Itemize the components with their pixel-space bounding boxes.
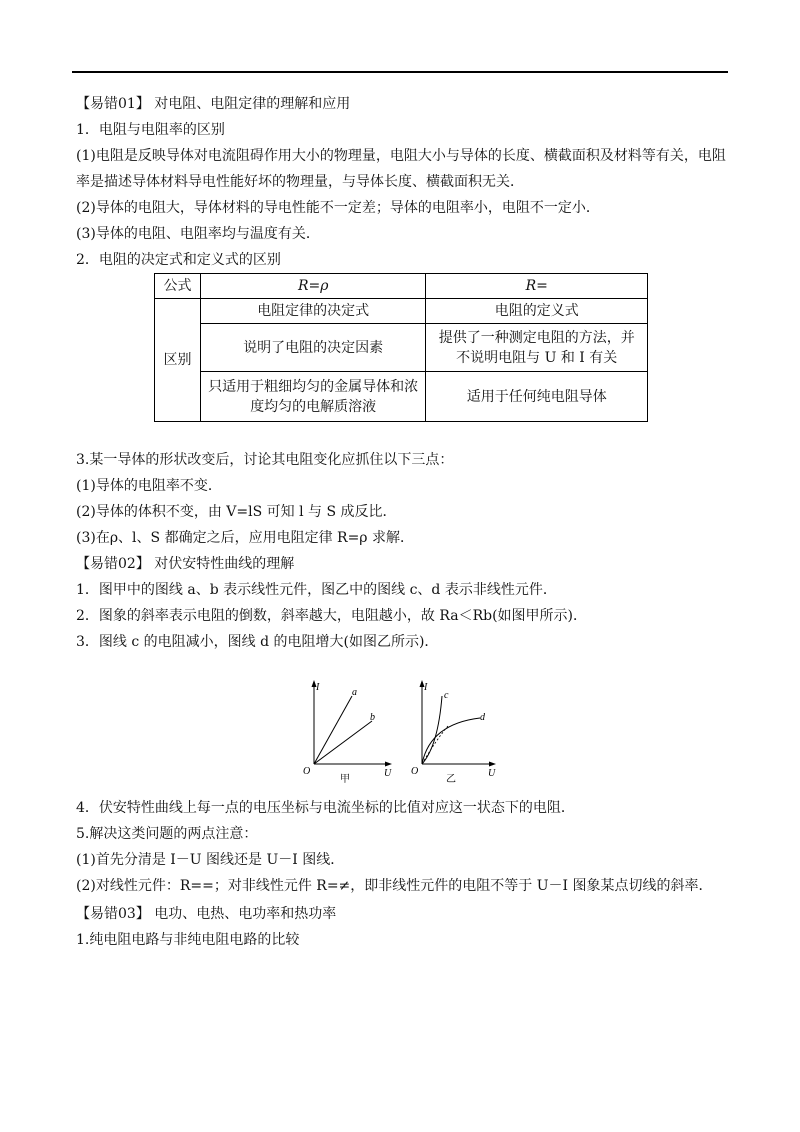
origin-label: O (303, 766, 311, 777)
section2-paragraph1: 1．图甲中的图线 a、b 表示线性元件，图乙中的图线 c、d 表示非线性元件． (76, 582, 557, 598)
iv-graph-yi (408, 676, 508, 786)
iv-graph-jia (300, 676, 400, 786)
item3-title: 3.某一导体的形状改变后，讨论其电阻变化应抓住以下三点： (76, 452, 454, 468)
section2-header: 【易错02】 对伏安特性曲线的理解 (76, 556, 295, 572)
table-cell: 适用于任何纯电阻导体 (426, 372, 648, 422)
table-cell: 电阻定律的决定式 (200, 299, 426, 324)
line-a (314, 696, 352, 764)
table-header-label: 公式 (155, 274, 201, 299)
section2-paragraph3: 3．图线 c 的电阻减小，图线 d 的电阻增大(如图乙所示)． (76, 634, 439, 650)
graph-caption: 甲 (340, 774, 350, 785)
x-axis-arrow-icon (489, 762, 496, 767)
x-axis-label: U (384, 768, 392, 779)
item1-title: 1．电阻与电阻率的区别 (76, 122, 225, 138)
section3-paragraph1: 1.纯电阻电路与非纯电阻电路的比较 (76, 932, 300, 948)
item1-paragraph1-line2: 率是描述导体材料导电性能好坏的物理量，与导体长度、横截面积无关． (76, 174, 524, 190)
section3-header: 【易错03】 电功、电热、电功率和热功率 (76, 906, 337, 922)
table-cell: 只适用于粗细均匀的金属导体和浓 度均匀的电解质溶液 (200, 372, 426, 422)
curve-c-label: c (444, 690, 449, 701)
y-axis-label: I (316, 682, 320, 693)
curve-d-label: d (480, 712, 485, 723)
item1-paragraph2: (2)导体的电阻大，导体材料的导电性能不一定差；导体的电阻率小，电阻不一定小． (76, 200, 600, 216)
x-axis-arrow-icon (385, 762, 392, 767)
top-rule (72, 71, 728, 73)
graph-caption: 乙 (446, 774, 456, 785)
line-a-label: a (352, 687, 357, 698)
line-b-label: b (370, 712, 375, 723)
item3-paragraph2: (2)导体的体积不变，由 V=lS 可知 l 与 S 成反比． (76, 504, 397, 520)
table-header-formula-1: R=ρ (200, 274, 426, 299)
origin-label: O (411, 766, 419, 777)
section2-paragraph5-item2: (2)对线性元件：R==；对非线性元件 R=≠，即非线性元件的电阻不等于 U－I 图象某点切线的斜率． (76, 878, 713, 894)
table-row-label: 区别 (155, 299, 201, 422)
item3-paragraph1: (1)导体的电阻率不变． (76, 478, 222, 494)
item3-paragraph3: (3)在ρ、l、S 都确定之后，应用电阻定律 R=ρ 求解． (76, 530, 414, 546)
section2-paragraph4: 4．伏安特性曲线上每一点的电压坐标与电流坐标的比值对应这一状态下的电阻． (76, 800, 575, 816)
y-axis-label: I (424, 682, 428, 693)
x-axis-label: U (488, 768, 496, 779)
item1-paragraph1-line1: (1)电阻是反映导体对电流阻碍作用大小的物理量，电阻大小与导体的长度、横截面积及材料等有关，电阻 (76, 148, 726, 164)
section2-paragraph5-item1: (1)首先分清是 I－U 图线还是 U－I 图线． (76, 852, 345, 868)
table-cell: 电阻的定义式 (426, 299, 648, 324)
table-header-formula-2: R= (426, 274, 648, 299)
curve-d (422, 718, 480, 764)
section2-paragraph2: 2．图象的斜率表示电阻的倒数，斜率越大，电阻越小，故 Ra＜Rb(如图甲所示)． (76, 608, 587, 624)
section2-paragraph5-title: 5.解决这类问题的两点注意： (76, 826, 258, 842)
resistance-comparison-table (154, 273, 648, 422)
section1-header: 【易错01】 对电阻、电阻定律的理解和应用 (76, 96, 351, 112)
table-cell: 说明了电阻的决定因素 (200, 324, 426, 372)
line-b (314, 721, 372, 764)
item1-paragraph3: (3)导体的电阻、电阻率均与温度有关． (76, 226, 320, 242)
item2-title: 2．电阻的决定式和定义式的区别 (76, 252, 281, 268)
table-cell: 提供了一种测定电阻的方法，并 不说明电阻与 U 和 I 有关 (426, 324, 648, 372)
